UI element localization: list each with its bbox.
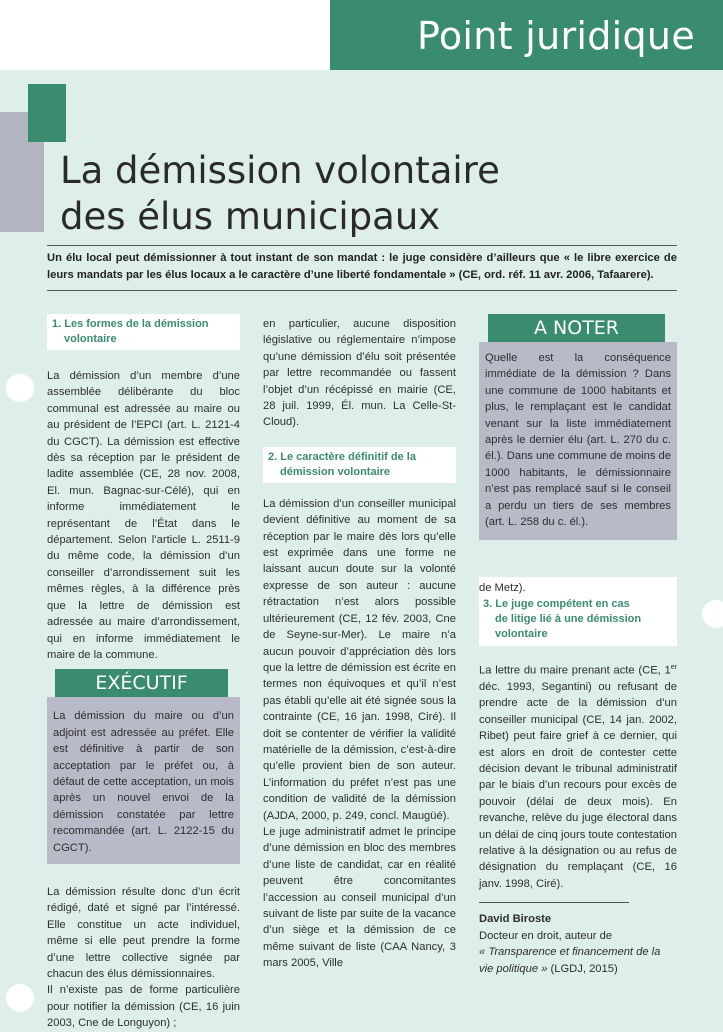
column-3 bbox=[479, 314, 677, 977]
col2-paragraph-2: La démission d’un conseiller municipal devient définitive au moment de sa réception par le maire dès lors qu’elle est exprimée dans une forme ne laissant aucun doute sur la volonté expresse de son auteur : aucune rétractation n’est alors possible ultérieurement (CE, 12 fév. 2003, Cne de Seyne-sur-Mer). Le maire n’a aucun pouvoir d’appréciation dès lors que la lettre de démission est écrite en termes non équivoques et qu’il n’est pas établi qu’elle ait été signée sous la contrainte (CE, 16 jan. 1998, Ciré). Il doit se contenter de vérifier la validité matérielle de la démission, c’est-à-dire qu’elle provient bien de son auteur. L’information du préfet n’est pas une condition de validité de la démission (AJDA, 2000, p. 249, concl. Maugüé). bbox=[263, 497, 456, 822]
title-line-1: La démission volontaire bbox=[60, 149, 500, 192]
box-a-noter-text: Quelle est la conséquence immédiate de la démission ? Dans une commune de 1000 habitants et plus, le remplaçant est le candidat venant sur la liste immédiatement après le dernier élu (art. L. 270 du c. él.). Dans une commune de moins de 1000 habitants, le démissionnaire n’est pas remplacé sauf si le conseil a perdu un tiers de ses membres (art. L. 258 du c. él.). bbox=[485, 352, 671, 529]
box-title-a-noter: A NOTER bbox=[488, 314, 665, 342]
title-line-2: des élus municipaux bbox=[60, 195, 441, 238]
section-heading-1-line-2: volontaire bbox=[64, 333, 117, 345]
col2-paragraph-3: Le juge administratif admet le principe d’une démission en bloc des membres d’une liste de candidat, car en réalité peuvent être concomitantes l’accession au conseil municipal d’un suivant de liste par suite de la vacance d’un siège et la démission de ce même suivant de liste (CAA Nancy, 3 mars 2005, Ville bbox=[263, 825, 456, 970]
intro-top-rule bbox=[47, 245, 677, 246]
section-heading-1-line-1: 1. Les formes de la démission bbox=[52, 318, 209, 330]
col3-paragraph-1 bbox=[479, 660, 677, 892]
section-heading-2 bbox=[263, 447, 456, 483]
col1-paragraph-1: La démission d’un membre d’une assemblée délibérante du bloc communal est adressée au maire ou au président de l’EPCI (art. L. 2121-4 du CGCT). La démission est effective dès sa réception par le président de ladite assemblée (CE, 28 nov. 2008, El. mun. Bagnac-sur-Célé), qui en informe immédiatement le représentant de l’État dans le département. Selon l’article L. 2511-9 du même code, la démission d’un conseiller d’arrondissement suit les mêmes règles, à la différence près que la lettre de démission est adressée au maire d’arrondissement, qui en informe immédiatement le maire de la commune. bbox=[47, 370, 240, 661]
col2-paragraph-1: en particulier, aucune disposition législative ou réglementaire n’impose qu’une démission d’élu soit présentée par lettre recommandée ou fassent l’objet d’un récépissé en mairie (CE, 28 juil. 1999, Él. mun. La Celle-St-Cloud). bbox=[263, 318, 456, 429]
col3-paragraph-1-sup: er bbox=[670, 663, 677, 671]
author-publisher: (LGDJ, 2015) bbox=[547, 962, 618, 975]
section-banner bbox=[330, 0, 723, 70]
col3-paragraph-1-start: La lettre du maire prenant acte (CE, 1 bbox=[479, 664, 671, 677]
section-heading-3-line-2: de litige lié à une démission bbox=[495, 612, 642, 625]
col3-paragraph-1-rest: déc. 1993, Segantini) ou refusant de prendre acte de la démission d’un conseiller municipal (CE, 14 jan. 2002, Ribet) peut faire grief à ce dernier, qui est alors en droit de contester cette décision devant le tribunal administratif par le biais d’un recours pour excès de pouvoir (délai de deux mois). En revanche, relève du juge électoral dans un délai de cinq jours toute contestation relative à la désignation ou au refus de désignation du remplaçant (CE, 16 janv. 1998, Ciré). bbox=[479, 681, 677, 890]
header-left-panel bbox=[0, 0, 330, 70]
box-executif bbox=[47, 697, 240, 864]
box-title-executif: EXÉCUTIF bbox=[55, 669, 228, 697]
section-heading-1 bbox=[47, 314, 240, 350]
decorative-circle-3 bbox=[702, 600, 723, 628]
intro-paragraph: Un élu local peut démissionner à tout instant de son mandat : le juge considère d’ailleurs que « le libre exercice de leurs mandats par les élus locaux a le caractère d’une liberté fondamentale » (CE, ord. réf. 11 avr. 2006, Tafaarere). bbox=[47, 252, 677, 281]
decorative-block-green bbox=[28, 84, 66, 142]
decorative-circle-1 bbox=[6, 374, 34, 402]
section-heading-2-line-1: 2. Le caractère définitif de la bbox=[268, 450, 416, 463]
section-heading-3-block bbox=[479, 577, 677, 645]
box-executif-text: La démission du maire ou d’un adjoint est adressée au préfet. Elle est définitive à partir de son acceptation par le préfet ou, à défaut de cette acceptation, un mois après un nouvel envoi de la démission constatée par lettre recommandée (art. L. 2122-15 du CGCT). bbox=[53, 710, 234, 854]
col1-paragraph-3: Il n’existe pas de forme particulière pour notifier la démission (CE, 16 juin 2003, Cne de Longuyon) ; bbox=[47, 984, 240, 1030]
author-name: David Biroste bbox=[479, 913, 552, 926]
section-title: Point juridique bbox=[416, 14, 695, 58]
section-heading-3 bbox=[483, 597, 671, 642]
author-book: « Transparence et financement de la vie politique » bbox=[479, 946, 661, 975]
column-2 bbox=[263, 316, 456, 972]
intro-bottom-rule bbox=[47, 290, 677, 291]
decorative-circle-2 bbox=[6, 984, 34, 1012]
column-1 bbox=[47, 314, 240, 1032]
section-heading-2-line-2: démission volontaire bbox=[280, 465, 391, 478]
col3-continuation: de Metz). bbox=[479, 582, 526, 595]
author-block bbox=[479, 911, 677, 977]
author-role: Docteur en droit, auteur de bbox=[479, 929, 613, 942]
article-title bbox=[60, 148, 680, 240]
col1-paragraph-2: La démission résulte donc d’un écrit rédigé, daté et signé par l’intéressé. Elle constitue un acte individuel, même si elle peut prendre la forme d’une lettre collective signée par chacun des élus démissionnaires. bbox=[47, 885, 240, 980]
box-a-noter bbox=[479, 342, 677, 540]
section-heading-3-line-3: volontaire bbox=[495, 627, 548, 640]
section-heading-3-line-1: 3. Le juge compétent en cas bbox=[483, 597, 630, 610]
author-book-line bbox=[479, 944, 677, 977]
author-rule bbox=[479, 902, 629, 903]
column-3-spacer bbox=[479, 540, 677, 577]
